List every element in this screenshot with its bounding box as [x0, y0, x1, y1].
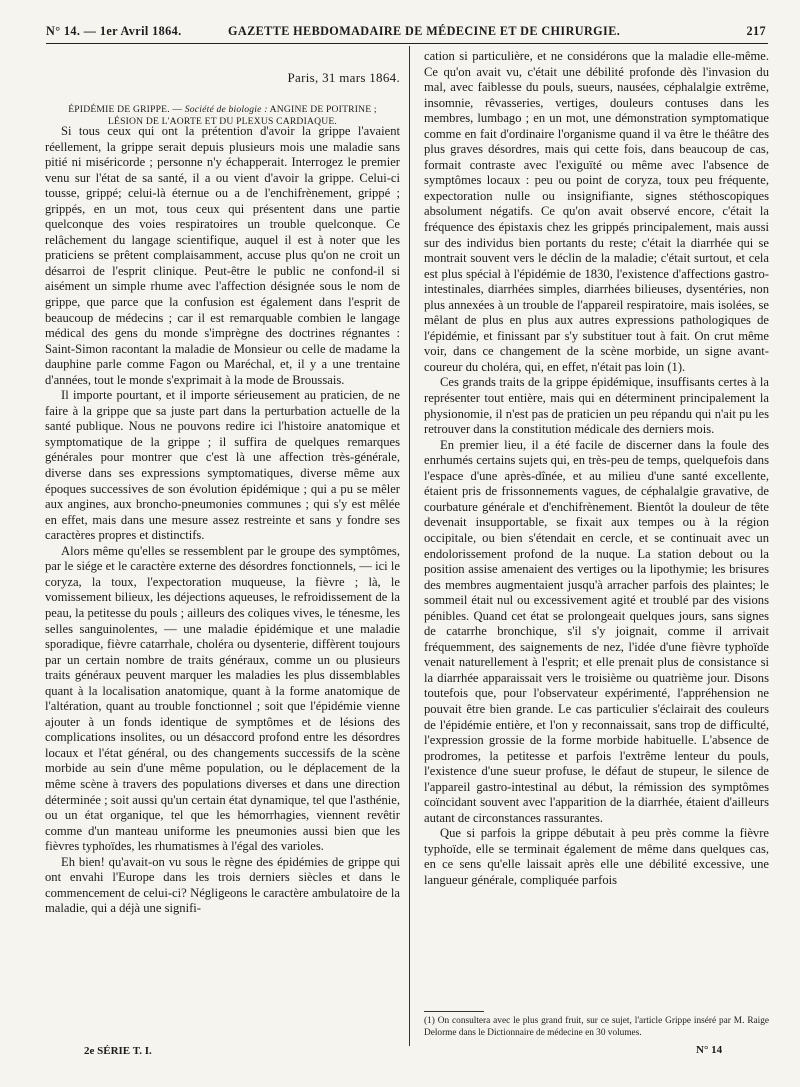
paragraph: Eh bien! qu'avait-on vu sous le règne des épidémies de grippe qui ont envahi l'Europe dans les trois derniers siècles et dans le commencement de celui-ci? Négligeons le caractère ambulatoire de la maladie, qui a déjà une signifi- — [45, 854, 400, 916]
issue-signature: N° 14 — [696, 1044, 723, 1056]
summary-line-2: LÉSION DE L'AORTE ET DU PLEXUS CARDIAQUE. — [107, 115, 338, 127]
paragraph: Ces grands traits de la grippe épidémique, insuffisants certes à la représenter tout entière, mais qui en déterminent principalement la physionomie, il n'est pas de praticien un peu répandu qui n'ait pu les retrouver dans la constitution médicale des derniers mois. — [424, 375, 769, 437]
left-column — [45, 124, 400, 917]
page-header — [46, 22, 766, 42]
summary-subject: ANGINE DE POITRINE ; — [267, 104, 377, 115]
header-rule — [46, 43, 768, 44]
paragraph: En premier lieu, il a été facile de discerner dans la foule des enrhumés certains sujets qui, en très-peu de temps, quelquefois dans l'espace d'une après-dînée, et au milieu d'une santé excellente, étaient pris de frissonnements vagues, de céphalalgie gravative, de courbature générale et d'enchifrènement. Bientôt la douleur de tête devenait insupportable, se fixait aux tempes ou à la région occipitale, ou bien s'étendait en cercle, et se continuait avec un endolorissement profond de la nuque. La station debout ou la position assise amenaient des vertiges ou la lipothymie; les brisures des membres augmentaient jusqu'à arracher parfois des plaintes; le sommeil était nul ou excessivement agité et troublé par des visions pénibles. Quand cet état se prolongeait quelques jours, sans signes de catarrhe bronchique, s'il s'y joignait, comme il arrivait fréquemment, des saignements de nez, l'idée d'une fièvre typhoïde venait naturellement à l'esprit; et elle prenait plus de consistance si la diarrhée apparaissait vers le troisième ou quatrième jour. Disons toutefois que, pour l'observateur expérimenté, l'appréhension ne pouvait être bien grande. Le cas particulier s'éclairait des couleurs de l'épidémie entière, et l'on y reconnaissait, sans trop de difficulté, l'expression grossie de la forme morbide habituelle. L'absence de prodromes, la petitesse et parfois l'extrême lenteur du pouls, l'existence d'une sueur profuse, le défaut de stupeur, le silence de l'appareil gastro-intestinal au début, la rémission des symptômes coïncidant souvent avec l'apparition de la diarrhée, étaient d'ailleurs autant de circonstances rassurantes. — [424, 437, 769, 825]
dateline: Paris, 31 mars 1864. — [287, 70, 400, 85]
paragraph: Il importe pourtant, et il importe sérieusement au praticien, de ne faire à la grippe que sa juste part dans la perturbation actuelle de la santé publique. Nous ne pouvons redire ici l'histoire anatomique et symptomatique de la grippe ; il suffira de quelques remarques générales pour montrer que c'est là une affection très-générale, diverse dans ses expressions symptomatiques, diverse même aux époques successives de son évolution épidémique ; qui a pu se mêler aux angines, aux broncho-pneumonies communes ; qui s'y est mêlée en effet, mais dans une mesure assez restreinte et sans y fondre ses caractères propres et distinctifs. — [45, 388, 400, 543]
paragraph: Que si parfois la grippe débutait à peu près comme la fièvre typhoïde, elle se terminait également de même dans quelques cas, en ce sens qu'elle laissait après elle une débilité excessive, une langueur générale, compliquée parfois — [424, 826, 769, 887]
paragraph: Alors même qu'elles se ressemblent par le groupe des symptômes, par le siége et le caractère externe des désordres fonctionnels, — ici le coryza, la toux, l'expectoration muqueuse, la fièvre ; là, le vomissement bilieux, les déjections aqueuses, le refroidissement de la peau, la petitesse du pouls ; ailleurs des coliques vives, le ténesme, les selles sanguinolentes, — une maladie épidémique et une maladie sporadique, fièvre catarrhale, choléra ou dysenterie, diffèrent toujours par un certain nombre de traits généraux, comme un ou plusieurs traits généraux peuvent marquer les maladies les plus dissemblables quant à la localisation anatomique, quant à la forme anatomique de l'altération, quant au trouble fonctionnel ; soit que l'épidémie vienne ajouter à un fonds identique de symptômes et de lésions des complications insolites, ou un désaccord profond entre les désordres locaux et l'état général, ou des changements successifs de la scène morbide au sein d'une même population, ou le déplacement de la même scène à travers des populations diverses et dans une direction déterminée ; soit aussi qu'un certain état dynamique, tel que l'asthénie, ou un état organique, tel que les hémorrhagies, viennent revêtir comme d'un manteau uniforme les pneumonies aussi bien que les fièvres typhoïdes, les rhumatismes à l'égal des varioles. — [45, 543, 400, 854]
summary-society: Société de biologie : — [184, 104, 268, 115]
page-number: 217 — [746, 24, 766, 38]
paragraph: cation si particulière, et ne considérons que la maladie elle-même. Ce qu'on avait vu, c'était une débilité profonde dès l'invasion du mal, avec faiblesse du pouls, sueurs, nausées, céphalalgie extrême, insomnie, rêvasseries, vertiges, douleurs contuses dans les membres, lumbago ; en un mot, une démonstration symptomatique comme en fait d'ordinaire l'organisme quand il va être le théâtre des plus graves désordres, mais qui cette fois, dans beaucoup de cas, formait contraste avec l'exiguïté ou même avec l'absence de symptômes locaux : peu ou point de coryza, toux peu fréquente, expectoration nulle ou insignifiante, signes stéthoscopiques absolument négatifs. Ce qu'on avait observé encore, c'était la fréquence des épistaxis chez les grippés principalement, mais aussi sur des individus bien portants du reste; c'était la diarrhée qui se montrait souvent vers le déclin de la maladie; c'était surtout, et cela est plus spécial à l'épidémie de 1830, l'existence d'affections gastro-intestinales, diarrhées simples, diarrhées bilieuses, dysentéries, non plus annexées à un trouble de l'appareil respiratoire, mais isolées, se mêlant de plus en plus aux autres expressions pathologiques de l'épidémie, et finissant par s'y substituer tout à fait. On crut même voir, dans ce changement de la scène morbide, un signe avant-coureur du choléra, qui, en effet, n'était pas loin (1). — [424, 49, 769, 374]
series-signature: 2e SÉRIE T. I. — [84, 1045, 152, 1057]
right-column — [424, 49, 769, 889]
paragraph: Si tous ceux qui ont la prétention d'avoir la grippe l'avaient réellement, la grippe serait depuis plusieurs mois une maladie sans pitié ni miséricorde ; personne n'y échapperait. Interrogez le premier venu sur l'état de sa santé, il a ou vient d'avoir la grippe. Celui-ci tousse, grippé; celui-là éternue ou a de l'enchifrènement, grippé ; grippés, en un mot, tous ceux qui présentent dans une partie quelconque des voies respiratoires un trouble quelconque. Ce relâchement du langage scientifique, auquel il est à noter que les praticiens se prêtent complaisamment, accuse plus qu'on ne croit un désarroi de l'esprit clinique. Peut-être le public ne confond-il si aisément un simple rhume avec l'affection désignée sous le nom de grippe, que parce que la confusion est également dans l'esprit de beaucoup de médecins ; car il est remarquable combien le langage médical des gens du monde s'imprègne des doctrines régnantes : Saint-Simon racontant la maladie de Monsieur ou celle de madame la dauphine parle comme Fagon ou Maréchal, et, il y a une trentaine d'années, tout le monde s'exprimait à la mode de Broussais. — [45, 124, 400, 387]
column-divider — [409, 46, 410, 1046]
summary-topic: ÉPIDÉMIE DE GRIPPE. — — [68, 104, 185, 115]
issue-date: N° 14. — 1er Avril 1864. — [46, 24, 182, 38]
journal-title: GAZETTE HEBDOMADAIRE DE MÉDECINE ET DE CHIRURGIE. — [228, 24, 621, 38]
footnote-rule — [424, 1011, 484, 1012]
footnote: (1) On consultera avec le plus grand fruit, sur ce sujet, l'article Grippe inséré par M. Raige Delorme dans le Dictionnaire de médecine en 30 volumes. — [424, 1016, 769, 1038]
